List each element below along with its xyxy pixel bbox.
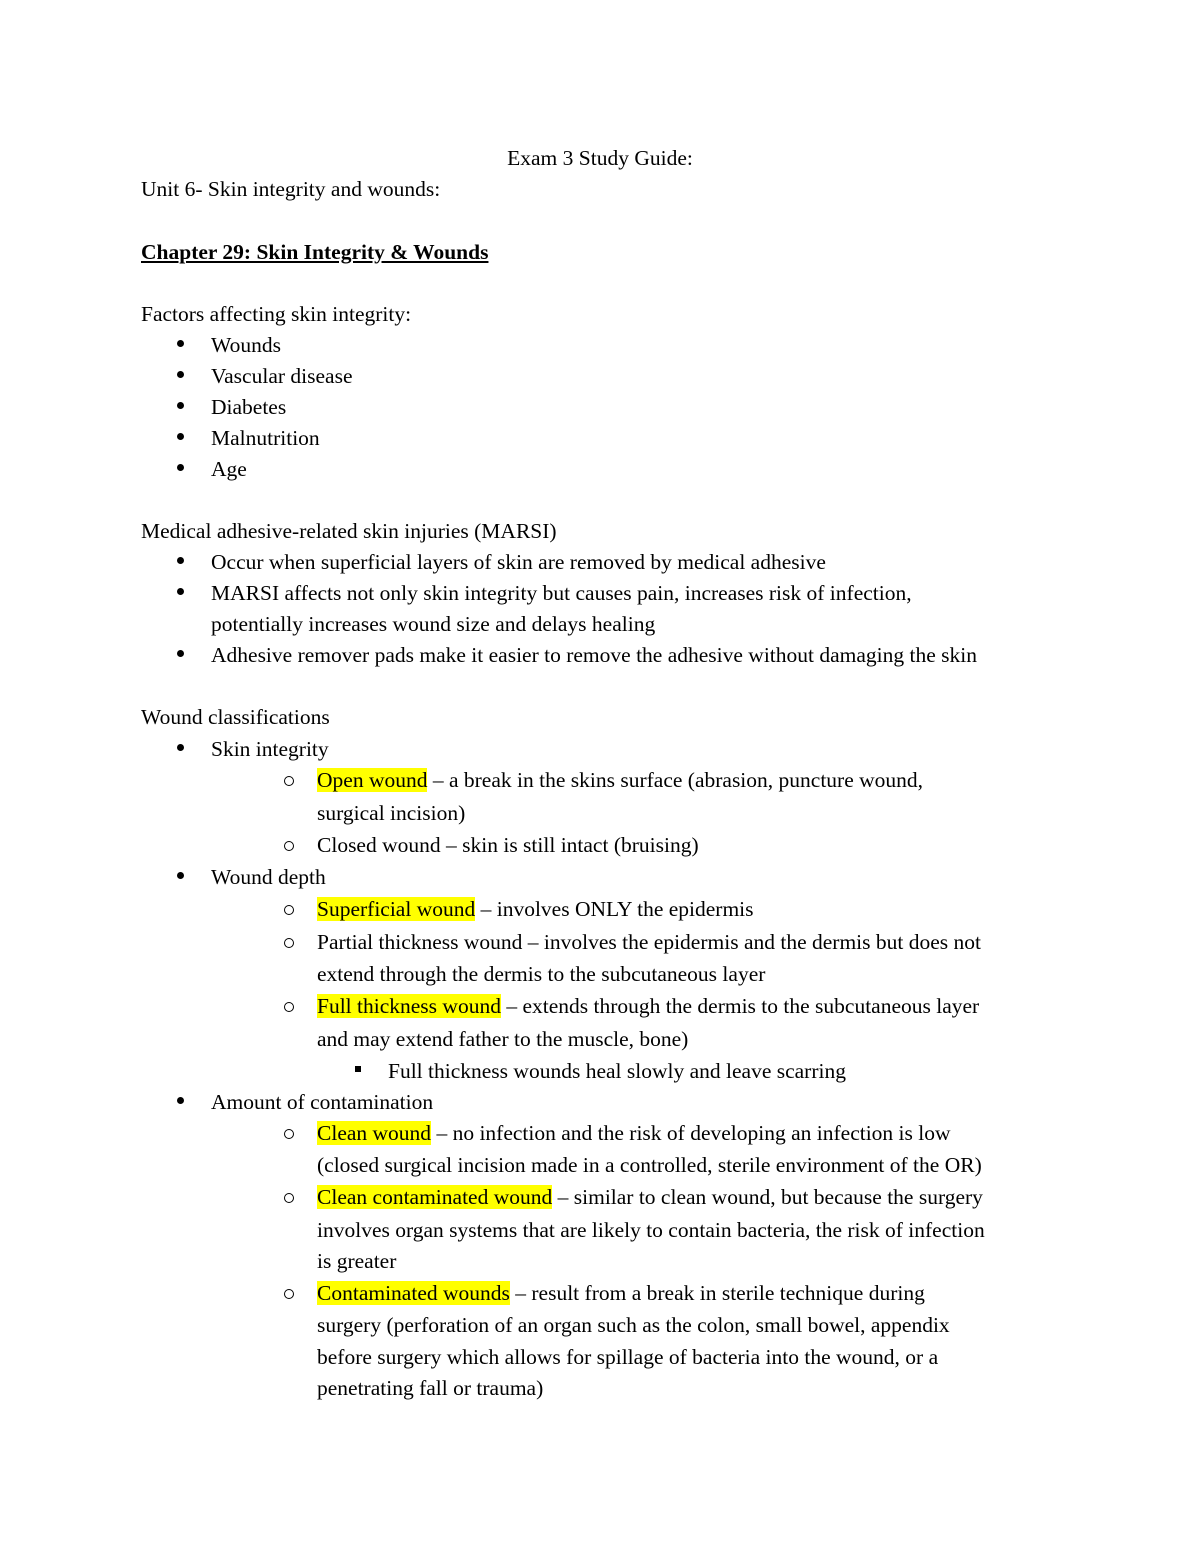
clean-contaminated-line-2: involves organ systems that are likely to contain bacteria, the risk of infection <box>317 1218 985 1242</box>
bullet-icon <box>177 588 184 595</box>
bullet-icon <box>177 557 184 564</box>
factor-item: Diabetes <box>211 395 287 419</box>
factor-item: Wounds <box>211 333 281 357</box>
full-wound-term: Full thickness wound <box>317 994 501 1018</box>
full-wound-line-2: and may extend father to the muscle, bone) <box>317 1027 689 1051</box>
circle-bullet-icon <box>284 776 294 786</box>
clean-wound-line-1 <box>317 1119 951 1147</box>
marsi-heading: Medical adhesive-related skin injuries (MARSI) <box>141 519 557 543</box>
open-wound-term: Open wound <box>317 768 428 792</box>
closed-wound-line: Closed wound – skin is still intact (bruising) <box>317 833 699 857</box>
clean-contaminated-line-3: is greater <box>317 1249 397 1273</box>
open-wound-line-1 <box>317 766 923 794</box>
document-title: Exam 3 Study Guide: <box>507 146 693 170</box>
contaminated-line-1 <box>317 1279 925 1307</box>
factor-item: Malnutrition <box>211 426 320 450</box>
marsi-bullet-3: Adhesive remover pads make it easier to remove the adhesive without damaging the skin <box>211 643 978 667</box>
classifications-heading: Wound classifications <box>141 705 330 729</box>
open-wound-line-2: surgical incision) <box>317 801 466 825</box>
circle-bullet-icon <box>284 1193 294 1203</box>
clean-contaminated-desc: – similar to clean wound, but because the surgery <box>552 1185 983 1209</box>
factors-heading: Factors affecting skin integrity: <box>141 302 412 326</box>
contaminated-term: Contaminated wounds <box>317 1281 510 1305</box>
unit-heading: Unit 6- Skin integrity and wounds: <box>141 177 441 201</box>
marsi-bullet-1: Occur when superficial layers of skin are removed by medical adhesive <box>211 550 826 574</box>
clean-wound-term: Clean wound <box>317 1121 432 1145</box>
factor-item: Vascular disease <box>211 364 353 388</box>
superficial-wound-line <box>317 895 754 923</box>
circle-bullet-icon <box>284 905 294 915</box>
full-wound-subpoint: Full thickness wounds heal slowly and leave scarring <box>388 1059 846 1083</box>
partial-wound-line-2: extend through the dermis to the subcutaneous layer <box>317 962 766 986</box>
square-bullet-icon <box>355 1066 361 1072</box>
full-wound-line-1 <box>317 992 979 1020</box>
superficial-wound-desc: – involves ONLY the epidermis <box>475 897 754 921</box>
clean-wound-desc: – no infection and the risk of developing an infection is low <box>431 1121 951 1145</box>
bullet-icon <box>177 371 184 378</box>
skin-integrity-label: Skin integrity <box>211 737 329 761</box>
bullet-icon <box>177 650 184 657</box>
bullet-icon <box>177 744 184 751</box>
contaminated-line-2: surgery (perforation of an organ such as the colon, small bowel, appendix <box>317 1313 950 1337</box>
circle-bullet-icon <box>284 1289 294 1299</box>
marsi-bullet-2-line-2: potentially increases wound size and delays healing <box>211 612 656 636</box>
circle-bullet-icon <box>284 938 294 948</box>
bullet-icon <box>177 340 184 347</box>
clean-contaminated-term: Clean contaminated wound <box>317 1185 553 1209</box>
circle-bullet-icon <box>284 1002 294 1012</box>
contaminated-line-3: before surgery which allows for spillage of bacteria into the wound, or a <box>317 1345 939 1369</box>
circle-bullet-icon <box>284 1129 294 1139</box>
factor-item: Age <box>211 457 247 481</box>
contamination-label: Amount of contamination <box>211 1090 434 1114</box>
wound-depth-label: Wound depth <box>211 865 326 889</box>
bullet-icon <box>177 872 184 879</box>
circle-bullet-icon <box>284 841 294 851</box>
clean-contaminated-line-1 <box>317 1183 983 1211</box>
chapter-heading: Chapter 29: Skin Integrity & Wounds <box>141 240 489 264</box>
contaminated-line-4: penetrating fall or trauma) <box>317 1376 544 1400</box>
partial-wound-line-1: Partial thickness wound – involves the epidermis and the dermis but does not <box>317 930 982 954</box>
open-wound-desc: – a break in the skins surface (abrasion, puncture wound, <box>427 768 924 792</box>
bullet-icon <box>177 433 184 440</box>
bullet-icon <box>177 1097 184 1104</box>
superficial-wound-term: Superficial wound <box>317 897 476 921</box>
clean-wound-line-2: (closed surgical incision made in a controlled, sterile environment of the OR) <box>317 1153 982 1177</box>
marsi-bullet-2-line-1: MARSI affects not only skin integrity but causes pain, increases risk of infection, <box>211 581 912 605</box>
bullet-icon <box>177 402 184 409</box>
bullet-icon <box>177 464 184 471</box>
full-wound-desc: – extends through the dermis to the subcutaneous layer <box>500 994 980 1018</box>
contaminated-desc: – result from a break in sterile technique during <box>509 1281 925 1305</box>
